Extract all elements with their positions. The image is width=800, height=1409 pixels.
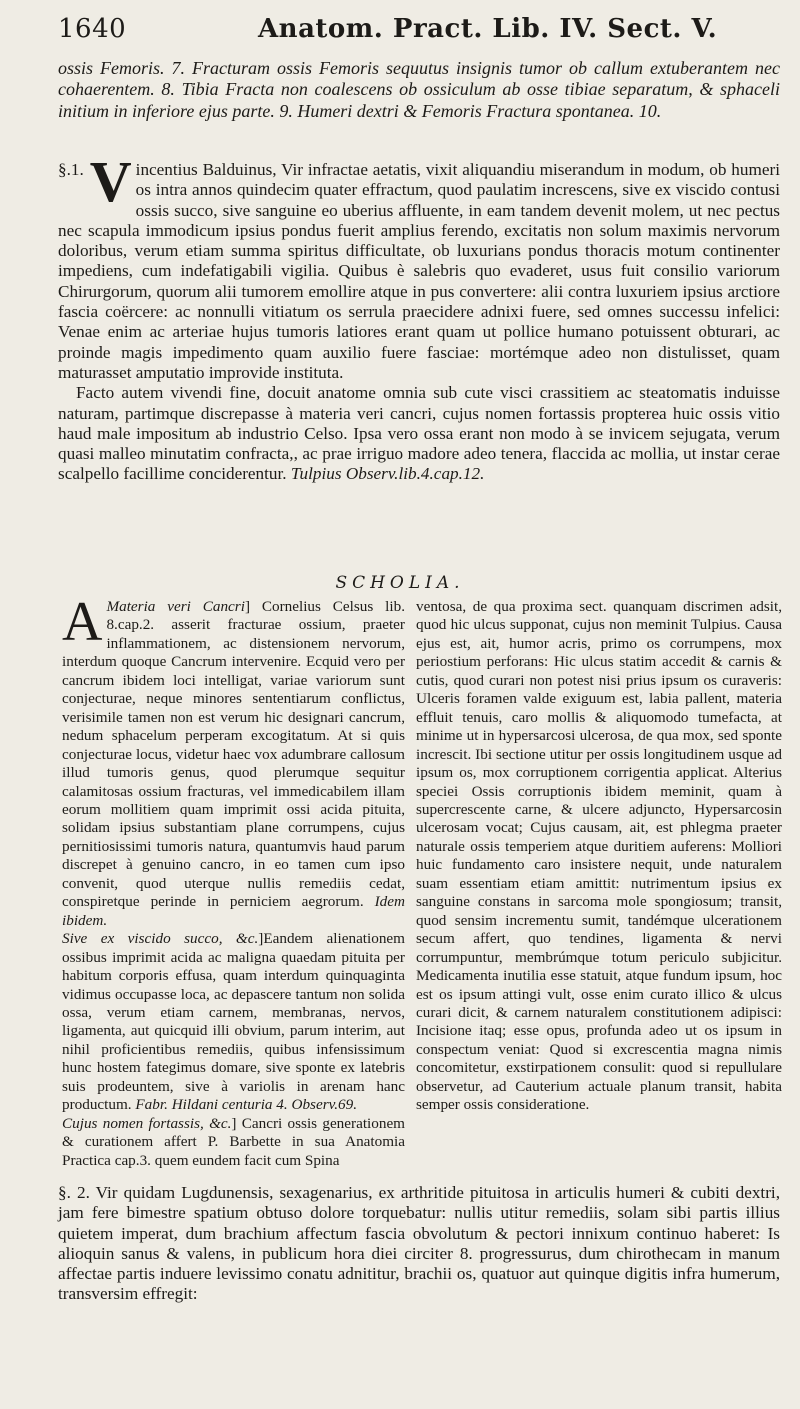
- scholia-left-column: [62, 591, 406, 1170]
- scholia-right-column: [416, 598, 782, 1115]
- section-mark: §.1.: [58, 160, 84, 179]
- running-header: [58, 10, 780, 54]
- section-1-para-2: Facto autem vivendi fine, docuit anatome omnia sub cute visci crassitiem ac steatomatis induisse naturam, partimque discrepasse à materia veri cancri, cujus nomen fortassis propterea huic ossis vitio haud male impositum ab industrio Celso. Ipsa vero ossa erant non modo à se invicem sejugata, verum quasi malleo minutatim confracta,, ac prae irriguo madore adeo tenera, flaccida ac mollia, ut instar cerae scalpello facillime conciderentur.: [58, 383, 780, 484]
- lemma: Materia veri Cancri: [106, 598, 245, 615]
- scholia-para: ] Cornelius Celsus lib. 8.cap.2. asserit fracturae ossium, praeter inflammationem, ac distensionem nervorum, interdum quoque Cancrum intervenire. Ecquid vero per cancrum ibidem loci intelligat, variae variorum sunt conjecturae, neque minores sententiarum conflictus, verisimile tamen non est verum hic designari cancrum, nedum sphacelum perperam excogitatum. At si quis conjecturae locus, videtur haec vox adumbrare callosum illud tumoris genus, quod plerumque sequitur calamitosas ossium fracturas, vel immedicabilem illam eorum mollitiem quam imprimit ossi acida pituita, solidam ipsius substantiam plane corrumpens, cujus pernitiosissimi tumoris natura, quantumvis haud parum discrepet à genuino cancro, in eo tamen cum ipso convenit, quod uterque nullis remediis cedat, conspiretque perinde in perniciem aegrorum.: [62, 598, 406, 911]
- scholia-para: ] Cancri ossis generationem & curationem affert P. Barbette in sua Anatomia Practica cap.3. quem eundem facit cum Spina: [62, 1114, 405, 1169]
- running-title: Anatom. Pract. Lib. IV. Sect. V.: [258, 14, 718, 44]
- page-number: 1640: [58, 14, 127, 44]
- section-2-text: §. 2. Vir quidam Lugdunensis, sexagenarius, ex arthritide pituitosa in articulis humeri & cubiti dextri, jam fere bimestre spatium obtuso dolore torquebatur: nullis utitur remediis, solam sibi partis illius quietem imperat, dum brachium affectum fascia obvolutum & pectori innixum continuo haberet: Is alioquin sanus & valens, in publicum hora diei circiter 8. progressurus, dum chirothecam in manum affectae partis induere levissimo conatu adnititur, brachii os, quatuor aut quinque digitis infra humerum, transversim effregit:: [58, 1183, 780, 1304]
- intro-text: ossis Femoris. 7. Fracturam ossis Femoris sequutus insignis tumor ob callum extuberantem nec cohaerentem. 8. Tibia Fracta non coalescens ob ossiculum ab osse tibiae separatum, & sphaceli initium in inferiore ejus parte. 9. Humeri dextri & Femoris Fractura spontanea. 10.: [58, 58, 780, 121]
- scholia-right-text: ventosa, de qua proxima sect. quanquam discrimen adsit, quod hic ulcus supponat, cujus non meminit Tulpius. Causa ejus est, ait, humor acris, primo os corrumpens, mox periostium perforans: Hic ulcus statim accedit & carnis & cutis, quod curari non potest nisi prius ipsum os curaveris: Ulceris foramen valde exiguum est, labia pallent, materia effluit tenuis, caro mollis & aliquomodo tumefacta, at minime ut in hypersarcosi ulcerosa, de qua mox, sed sponte increscit. Ibi sectione utitur per ossis longitudinem usque ad ipsum os, mox corruptionem corrigentia applicat. Alterius speciei Ossis corruptionis ibidem meminit, quam à supercrescente carne, & ulcere adjuncto, Hypersarcosin ulcerosam vocat; Cujus causam, ait, est phlegma praeter naturale ossis temperiem atque duritiem auferens: Molliori huic fundamento caro insistere nequit, unde naturalem suam essentiam etiam amittit: nutrimentum ipsius ex sanguine constans in sarcoma mole spongiosum; transit, quod sensim incrementu sumit, tandémque ulcerationem secum affert, quo tendines, ligamenta & nervi corrumpuntur, membrúmque totum periculo subjicitur. Medicamenta inutilia esse statuit, atque fundum ipsum, hoc est os ipsum attingi vult, osse enim curato illico & ulcus curari dicit, & carnem naturalem constitutionem adipisci: Incisione itaq; esse opus, profunda adeo ut os ipsum in conspectum veniat: Quod si excrescentia magna nimis concomitetur, exstirpationem consulit: quod si repullulare observetur, ad Cauterium actuale planum transit, habita semper ossis consideratione.: [416, 598, 782, 1114]
- lemma: Cujus nomen fortassis, &c.: [62, 1114, 232, 1132]
- scholia-para: ]Eandem alienationem ossibus imprimit acida ac maligna quaedam pituita per habitum corporis effusa, quam interdum quinquaginta vidimus occupasse loca, ac depascere tantum non solida ossa, verum etiam carnem, membranas, nervos, ligamenta, aut quicquid illi obvium, parum interim, aut nihil proficientibus remediis, quibus infensissimum hunc hostem fategimus domare, sive sponte ex latebris suis prodeuntem, sive à variolis in arenam hanc productum.: [62, 930, 405, 1114]
- citation: Fabr. Hildani centuria 4. Observ.69.: [135, 1096, 358, 1114]
- citation: Tulpius Observ.lib.4.cap.12.: [290, 464, 485, 484]
- citation: Idem ibidem.: [62, 893, 405, 929]
- lemma: Sive ex viscido succo, &c.: [62, 930, 259, 948]
- intro-paragraph: [58, 58, 780, 122]
- section-1: [58, 149, 780, 485]
- scholia-heading: SCHOLIA.: [335, 573, 465, 593]
- section-2: [58, 1183, 780, 1305]
- person-name: incentius Balduinus: [135, 160, 273, 179]
- drop-initial-a: A: [62, 591, 103, 653]
- section-1-text: , Vir infractae aetatis, vixit aliquandiu miserandum in modum, ob humeri os intra annos quindecim quater effractum, quod paulatim increscens, sive ex viscido contusi ossis succo, sive sanguine eo uberius affluente, in eam tandem devenit molem, ut nec pectus nec scapula immodicum ipsius pondus fuerit amplius ferendo, excitatis non solum maximis nervorum doloribus, verum etiam summa spiritus difficultate, ob luxurians pondus thoracis motum continenter impediens, cum indefatigabili vigilia. Quibus è salebris quo evaderet, usus fuit consilio variorum Chirurgorum, quorum alii tumorem emollire atque in pus convertere: alii contra luxuriem ipsius arctiore fascia coërcere: ac nonnulli vitiatum os serrula praecidere adnixi fuere, sed omnes successu infelici: Venae enim ac arteriae hujus tumoris latiores erant quam ut pollice humano potuissent obturari, ac proinde magis impedimento quam auxilio fuere fasciae: mortémque adeo non distulisset, quam maturasset amputatio improvide instituta.: [58, 160, 780, 382]
- drop-initial: V: [89, 149, 132, 214]
